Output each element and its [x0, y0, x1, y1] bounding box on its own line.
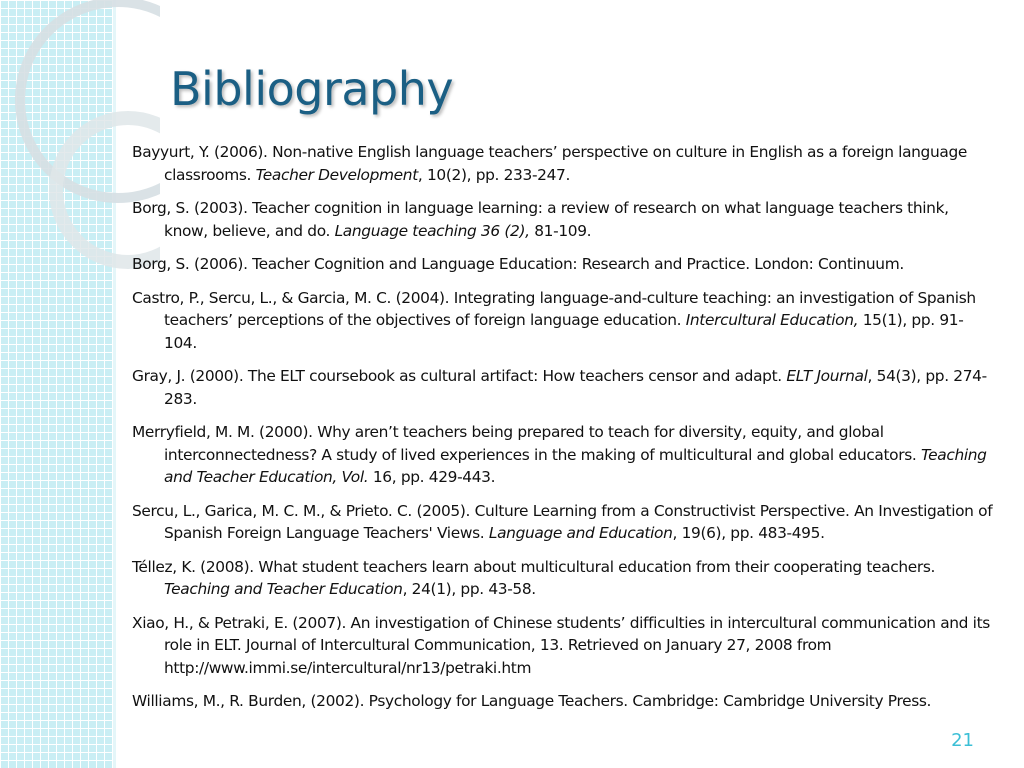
entry-text: Williams, M., R. Burden, (2002). Psychology for Language Teachers. Cambridge: Cambridge University Press. — [132, 692, 932, 710]
entry-text: Xiao, H., & Petraki, E. (2007). An investigation of Chinese students’ difficulties in intercultural communication and its role in ELT. Journal of Intercultural Communication, 13. Retrieved on January 27, 2008 from http://www.immi.se/intercultural/nr13/petraki.htm — [132, 613, 990, 677]
entry-source-title: Language teaching 36 (2), — [334, 221, 530, 240]
entry-text: Merryfield, M. M. (2000). Why aren’t teachers being prepared to teach for diversity, equity, and global interconnectedness? A study of lived experiences in the making of multicultural and global educators. — [132, 423, 921, 464]
slide-title: Bibliography — [170, 62, 454, 116]
entry-details: 16, pp. 429-443. — [368, 468, 496, 486]
bibliography-entry — [132, 197, 994, 242]
bibliography-entry — [132, 421, 994, 489]
entry-text: Borg, S. (2003). Teacher cognition in language learning: a review of research on what language teachers think, know, believe, and do. — [132, 199, 949, 240]
entry-details: , 10(2), pp. 233-247. — [417, 165, 571, 184]
bibliography-entry — [132, 500, 994, 545]
bibliography-entry — [132, 365, 994, 410]
bibliography-entry — [132, 690, 994, 713]
entry-details: 81-109. — [529, 221, 592, 240]
bibliography-entry — [132, 556, 994, 601]
bibliography-entry — [132, 253, 994, 276]
entry-details: , 54(3), pp. 274-283. — [164, 367, 987, 408]
entry-details: , 24(1), pp. 43-58. — [402, 580, 536, 598]
bibliography-entry — [132, 141, 994, 186]
entry-text: Gray, J. (2000). The ELT coursebook as cultural artifact: How teachers censor and adapt. — [132, 367, 787, 385]
entry-source-title: ELT Journal — [786, 367, 868, 385]
entry-source-title: Teaching and Teacher Education, Vol. — [164, 445, 987, 486]
bibliography-entry — [132, 287, 994, 355]
entry-details: 15(1), pp. 91-104. — [164, 311, 964, 352]
bibliography-entry — [132, 612, 994, 680]
entry-details: , 19(6), pp. 483-495. — [672, 524, 825, 542]
entry-source-title: Intercultural Education, — [685, 311, 859, 329]
bibliography-list — [132, 141, 994, 724]
page-number: 21 — [951, 730, 974, 751]
entry-text: Sercu, L., Garica, M. C. M., & Prieto. C. (2005). Culture Learning from a Constructivist Perspective. An Investigation of Spanish Foreign Language Teachers' Views. — [132, 501, 993, 542]
entry-text: Borg, S. (2006). Teacher Cognition and Language Education: Research and Practice. London: Continuum. — [132, 255, 904, 273]
entry-text: Téllez, K. (2008). What student teachers learn about multicultural education from their cooperating teachers. — [132, 557, 936, 576]
entry-source-title: Language and Education — [488, 524, 673, 542]
entry-source-title: Teaching and Teacher Education — [164, 580, 403, 598]
entry-text: Bayyurt, Y. (2006). Non-native English language teachers’ perspective on culture in English as a foreign language classrooms. — [132, 143, 968, 184]
entry-text: Castro, P., Sercu, L., & Garcia, M. C. (2004). Integrating language-and-culture teaching: an investigation of Spanish teachers’ perceptions of the objectives of foreign language education. — [132, 288, 976, 329]
entry-source-title: Teacher Development — [255, 165, 418, 184]
